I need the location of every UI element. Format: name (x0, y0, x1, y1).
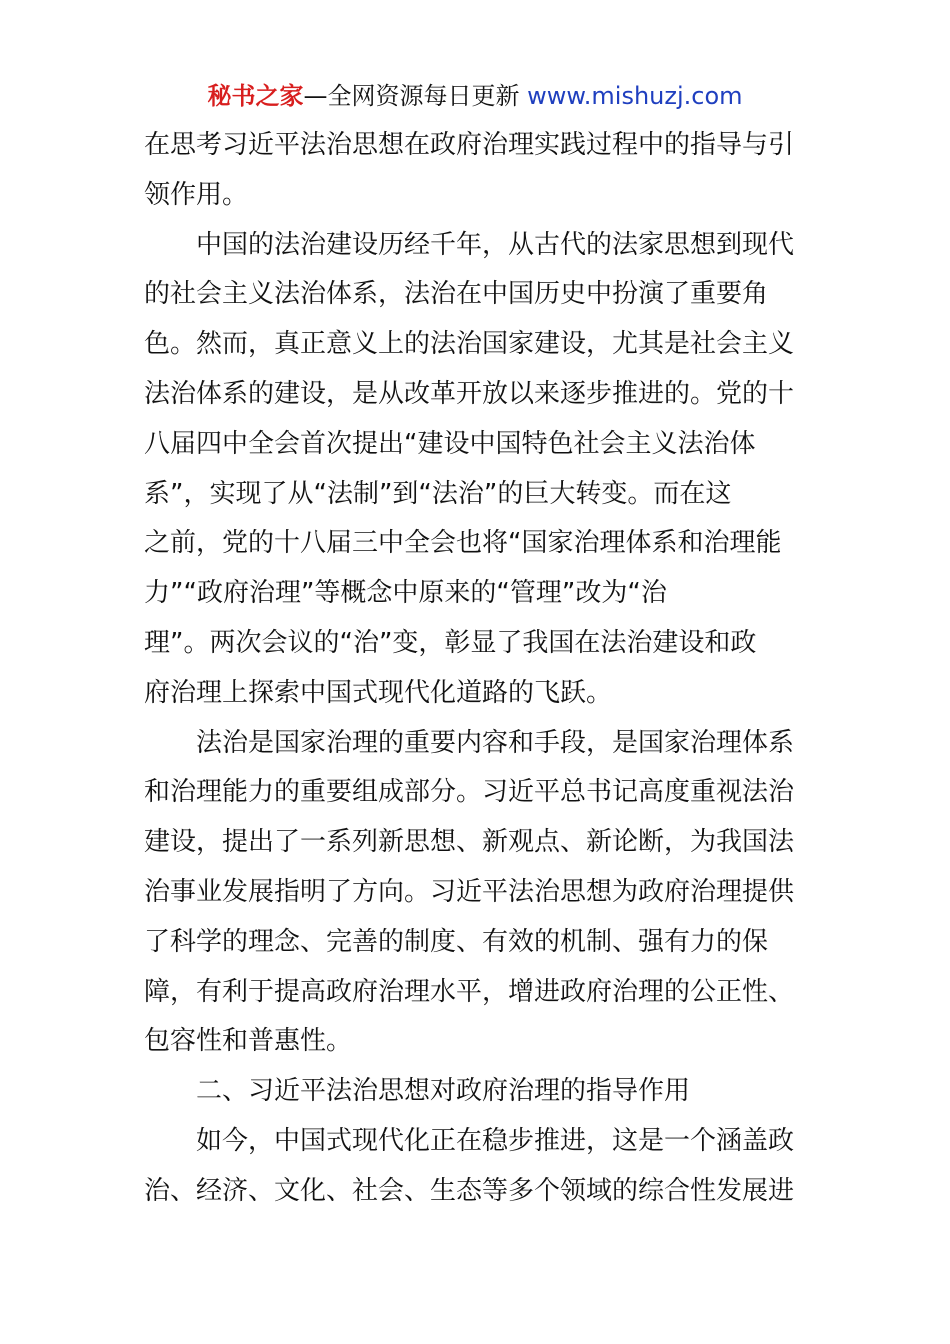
header-tagline: —全网资源每日更新 (303, 82, 528, 110)
brand-name: 秘书之家 (207, 82, 304, 110)
text-line: 和治理能力的重要组成部分。习近平总书记高度重视法治 (144, 777, 795, 808)
text-line: 障，有利于提高政府治理水平，增进政府治理的公正性、 (144, 976, 795, 1007)
paragraph-start-line: 如今，中国式现代化正在稳步推进，这是一个涵盖政 (196, 1125, 795, 1156)
text-line: 治、经济、文化、社会、生态等多个领域的综合性发展进 (144, 1175, 795, 1206)
text-line: 建设，提出了一系列新思想、新观点、新论断，为我国法 (144, 827, 795, 858)
text-line: 八届四中全会首次提出“建设中国特色社会主义法治体 (144, 428, 756, 459)
text-line: 之前，党的十八届三中全会也将“国家治理体系和治理能 (144, 528, 782, 559)
text-line: 领作用。 (144, 179, 249, 210)
text-line: 系”，实现了从“法制”到“法治”的巨大转变。而在这 (144, 478, 732, 509)
text-line: 的社会主义法治体系，法治在中国历史中扮演了重要角 (144, 279, 769, 310)
paragraph-start-line: 法治是国家治理的重要内容和手段，是国家治理体系 (196, 727, 795, 758)
text-line: 府治理上探索中国式现代化道路的飞跃。 (144, 677, 613, 708)
paragraph-start-line: 中国的法治建设历经千年，从古代的法家思想到现代 (196, 229, 795, 260)
text-line: 色。然而，真正意义上的法治国家建设，尤其是社会主义 (144, 329, 795, 360)
text-line: 治事业发展指明了方向。习近平法治思想为政府治理提供 (144, 876, 795, 907)
site-url-link[interactable]: www.mishuzj.com (527, 82, 743, 110)
text-line: 包容性和普惠性。 (144, 1026, 353, 1057)
site-header (0, 80, 950, 112)
text-line: 在思考习近平法治思想在政府治理实践过程中的指导与引 (144, 130, 795, 160)
text-line: 理”。两次会议的“治”变，彰显了我国在法治建设和政 (144, 627, 757, 658)
text-line: 了科学的理念、完善的制度、有效的机制、强有力的保 (144, 926, 769, 957)
text-line: 法治体系的建设，是从改革开放以来逐步推进的。党的十 (144, 378, 795, 409)
document-body (144, 121, 794, 1217)
section-heading: 二、习近平法治思想对政府治理的指导作用 (196, 1076, 691, 1107)
text-line: 力”“政府治理”等概念中原来的“管理”改为“治 (144, 578, 667, 609)
